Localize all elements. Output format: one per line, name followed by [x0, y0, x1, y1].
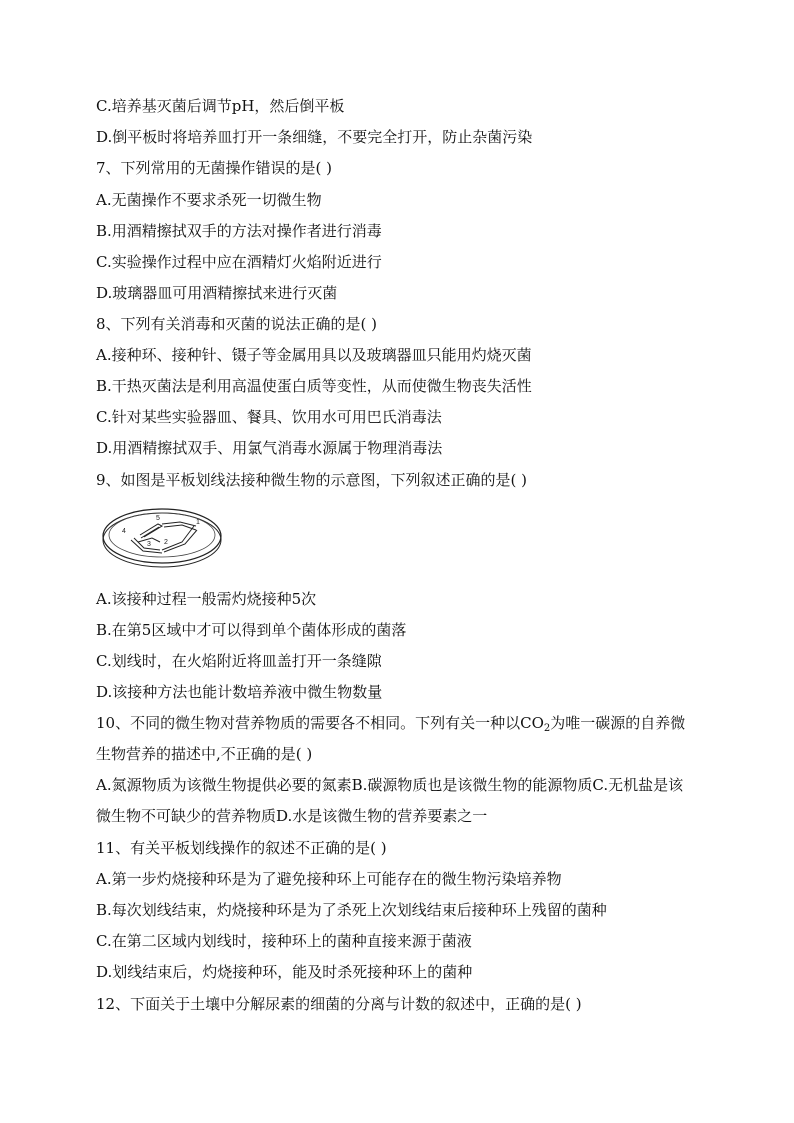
- q10-stem: 10、不同的微生物对营养物质的需要各不相同。下列有关一种以$CO_2$为唯一碳源的自养微生物营养的描述中,不正确的是( ): [96, 714, 686, 763]
- q7-option-b: B.用酒精擦拭双手的方法对操作者进行消毒: [96, 222, 382, 240]
- q9-option-b: B.在第5区域中才可以得到单个菌体形成的菌落: [96, 621, 407, 639]
- figure-label-1: 1: [196, 519, 200, 526]
- figure-label-2: 2: [164, 539, 168, 546]
- q11-option-b: B.每次划线结束，灼烧接种环是为了杀死上次划线结束后接种环上残留的菌种: [96, 901, 607, 919]
- q7-option-d: D.玻璃器皿可用酒精擦拭来进行灭菌: [96, 284, 338, 302]
- q9-stem: 9、如图是平板划线法接种微生物的示意图，下列叙述正确的是( ): [96, 471, 528, 489]
- figure-label-4: 4: [122, 528, 126, 535]
- q12-stem: 12、下面关于土壤中分解尿素的细菌的分离与计数的叙述中，正确的是( ): [96, 995, 582, 1013]
- q7-option-a: A.无菌操作不要求杀死一切微生物: [96, 191, 322, 209]
- q8-option-b: B.干热灭菌法是利用高温使蛋白质等变性，从而使微生物丧失活性: [96, 377, 532, 395]
- q7-option-c: C.实验操作过程中应在酒精灯火焰附近进行: [96, 253, 382, 271]
- q8-option-a: A.接种环、接种针、镊子等金属用具以及玻璃器皿只能用灼烧灭菌: [96, 346, 532, 364]
- q9-option-a: A.该接种过程一般需灼烧接种5次: [96, 590, 317, 608]
- q8-option-c: C.针对某些实验器皿、餐具、饮用水可用巴氏消毒法: [96, 408, 442, 426]
- q7-stem: 7、下列常用的无菌操作错误的是( ): [96, 159, 333, 177]
- figure-label-5: 5: [156, 515, 160, 522]
- q6-option-c: C.培养基灭菌后调节pH，然后倒平板: [96, 97, 345, 115]
- q11-option-d: D.划线结束后，灼烧接种环，能及时杀死接种环上的菌种: [96, 963, 473, 981]
- q8-option-d: D.用酒精擦拭双手、用氯气消毒水源属于物理消毒法: [96, 439, 443, 457]
- q11-option-c: C.在第二区域内划线时，接种环上的菌种直接来源于菌液: [96, 932, 472, 950]
- q11-option-a: A.第一步灼烧接种环是为了避免接种环上可能存在的微生物污染培养物: [96, 870, 562, 888]
- q11-stem: 11、有关平板划线操作的叙述不正确的是( ): [96, 839, 387, 857]
- q9-option-c: C.划线时，在火焰附近将皿盖打开一条缝隙: [96, 652, 382, 670]
- q6-option-d: D.倒平板时将培养皿打开一条细缝，不要完全打开，防止杂菌污染: [96, 128, 533, 146]
- q10-options: A.氮源物质为该微生物提供必要的氮素B.碳源物质也是该微生物的能源物质C.无机盐是该微生物不可缺少的营养物质D.水是该微生物的营养要素之一: [96, 776, 684, 825]
- figure-label-3: 3: [147, 541, 151, 548]
- q8-stem: 8、下列有关消毒和灭菌的说法正确的是( ): [96, 315, 378, 333]
- q9-option-d: D.该接种方法也能计数培养液中微生物数量: [96, 683, 383, 701]
- petri-dish-figure: [100, 502, 224, 574]
